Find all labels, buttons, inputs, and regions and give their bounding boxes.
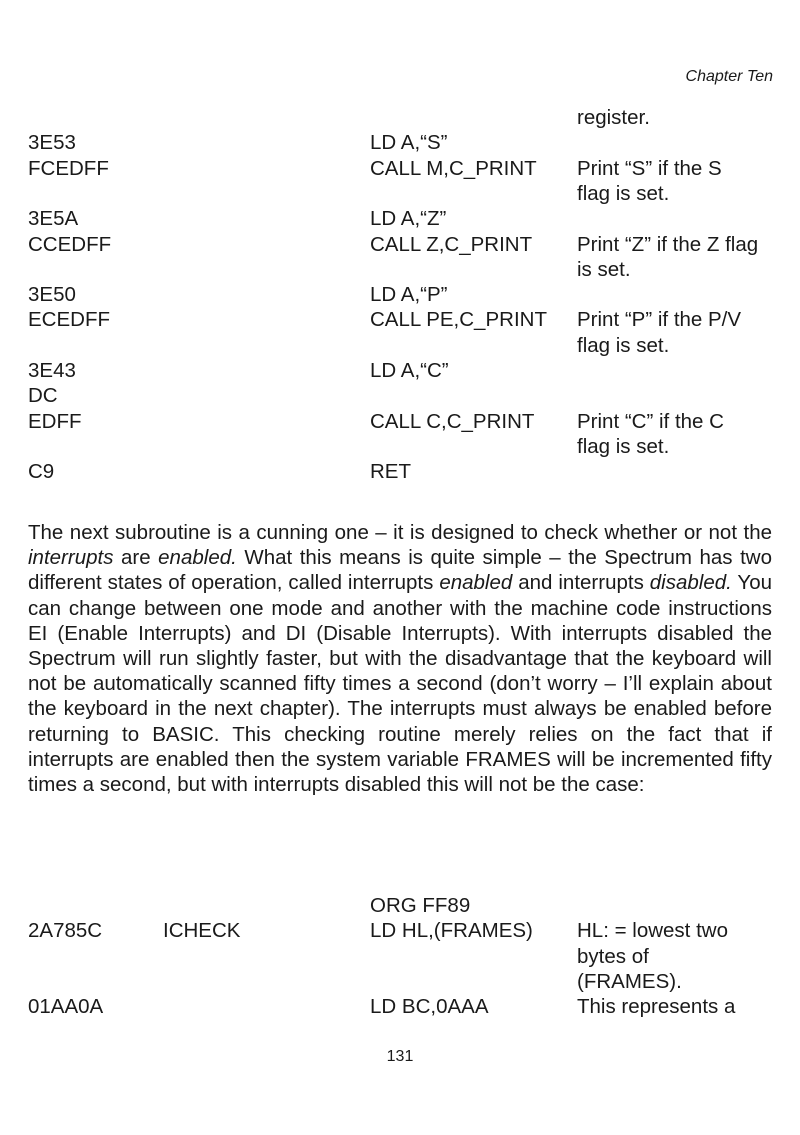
listing-row — [28, 333, 788, 358]
instruction: RET — [370, 460, 411, 484]
listing-row — [28, 156, 788, 181]
comment: Print “S” if the S — [577, 156, 722, 180]
label: ICHECK — [163, 919, 241, 943]
listing-row — [28, 409, 788, 434]
comment: (FRAMES). — [577, 969, 682, 993]
comment: flag is set. — [577, 434, 670, 458]
listing-row — [28, 434, 788, 459]
hex-code: 2A785C — [28, 919, 103, 943]
instruction: LD HL,(FRAMES) — [370, 919, 533, 943]
chapter-header: Chapter Ten — [685, 68, 773, 85]
listing-row — [28, 282, 788, 307]
emphasis-enabled: enabled. — [158, 546, 237, 570]
comment: Print “P” if the P/V — [577, 308, 742, 332]
listing-row — [28, 105, 788, 130]
instruction: LD A,“S” — [370, 131, 448, 155]
comment: bytes of — [577, 944, 649, 968]
listing-row — [28, 181, 788, 206]
instruction: CALL M,C_PRINT — [370, 156, 537, 180]
listing-row — [28, 893, 788, 918]
hex-code: EDFF — [28, 409, 82, 433]
listing-row — [28, 232, 788, 257]
page-number: 131 — [386, 1048, 414, 1065]
hex-code: 01AA0A — [28, 995, 104, 1019]
listing-row — [28, 383, 788, 408]
listing-row — [28, 206, 788, 231]
listing-row — [28, 994, 788, 1019]
instruction: CALL Z,C_PRINT — [370, 232, 533, 256]
instruction: CALL C,C_PRINT — [370, 409, 535, 433]
listing-row — [28, 459, 788, 484]
paragraph-text: What this means is quite simple – the Spectrum has two different states of operation, called interrupts — [28, 546, 772, 595]
hex-code: DC — [28, 384, 58, 408]
hex-code: 3E43 — [28, 359, 76, 382]
listing-row — [28, 307, 788, 332]
emphasis-interrupts: interrupts — [28, 546, 114, 570]
instruction: LD BC,0AAA — [370, 995, 489, 1019]
paragraph-text: and interrupts — [512, 571, 650, 595]
hex-code: 3E5A — [28, 207, 79, 231]
hex-code: C9 — [28, 460, 55, 484]
hex-code: ECEDFF — [28, 308, 110, 332]
hex-code: 3E53 — [28, 131, 76, 155]
emphasis-enabled: enabled — [439, 571, 513, 595]
listing-row — [28, 358, 788, 383]
emphasis-disabled: disabled. — [649, 571, 732, 595]
listing-row — [28, 918, 788, 943]
comment: flag is set. — [577, 181, 670, 205]
instruction: LD A,“P” — [370, 283, 448, 307]
paragraph-text: The next subroutine is a cunning one – it is designed to check whether or not the — [28, 521, 772, 544]
comment: Print “C” if the C — [577, 409, 724, 433]
hex-code: CCEDFF — [28, 232, 112, 256]
comment: flag is set. — [577, 333, 670, 357]
instruction: CALL PE,C_PRINT — [370, 308, 547, 332]
paragraph-text: are — [113, 546, 159, 570]
listing-row — [28, 257, 788, 282]
paragraph-text: You can change between one mode and another with the machine code instructions EI (Enable Interrupts) and DI (Disable Interrupts). With interrupts disabled the Spectrum will run slightly faster, but with the disadvantage that the keyboard will not be automatically scanned fifty times a second (don’t worry – I’ll explain about the keyboard in the next chapter). The interrupts must always be enabled before returning to BASIC. This checking routine merely relies on the fact that if interrupts are enabled then the system variable FRAMES will be incremented fifty times a second, but with interrupts disabled this will not be the case: — [28, 571, 773, 797]
listing-row — [28, 130, 788, 155]
hex-code: FCEDFF — [28, 156, 109, 180]
hex-code: 3E50 — [28, 283, 76, 307]
comment: HL: = lowest two — [577, 919, 728, 943]
comment: is set. — [577, 257, 631, 281]
body-paragraph — [28, 520, 772, 797]
instruction: LD A,“C” — [370, 359, 449, 382]
listing-row — [28, 969, 788, 994]
instruction: ORG FF89 — [370, 894, 471, 917]
comment: This represents a — [577, 995, 736, 1019]
comment: Print “Z” if the Z flag — [577, 232, 759, 256]
instruction: LD A,“Z” — [370, 207, 447, 231]
listing-row — [28, 944, 788, 969]
comment: register. — [577, 106, 650, 129]
